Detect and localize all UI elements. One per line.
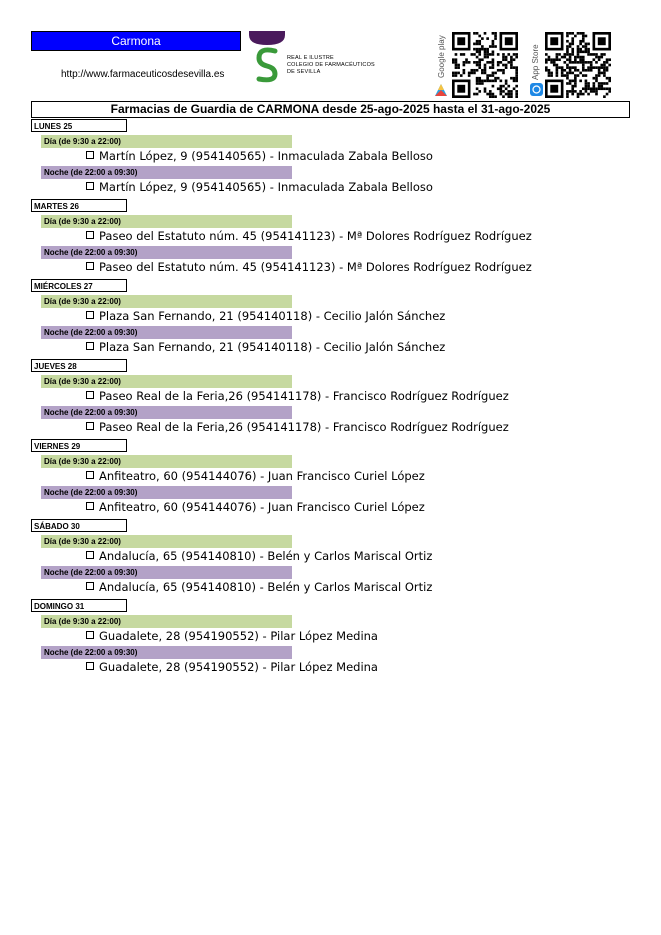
- checkbox-icon: [86, 582, 94, 590]
- day-shift-label: Día (de 9:30 a 22:00): [41, 295, 292, 308]
- pharmacy-entry: Guadalete, 28 (954190552) - Pilar López Medina: [86, 628, 631, 645]
- night-shift-label: Noche (de 22:00 a 09:30): [41, 326, 292, 339]
- checkbox-icon: [86, 311, 94, 319]
- day-block-monday: [31, 119, 631, 196]
- day-header: SÁBADO 30: [31, 519, 127, 532]
- pharmacy-entry: Anfiteatro, 60 (954144076) - Juan Francisco Curiel López: [86, 468, 631, 485]
- day-header: LUNES 25: [31, 119, 127, 132]
- day-shift-label: Día (de 9:30 a 22:00): [41, 375, 292, 388]
- pharmacy-entry: Plaza San Fernando, 21 (954140118) - Cecilio Jalón Sánchez: [86, 308, 631, 325]
- pharmacy-entry: Martín López, 9 (954140565) - Inmaculada Zabala Belloso: [86, 148, 631, 165]
- checkbox-icon: [86, 662, 94, 670]
- pharmacy-entry: Paseo del Estatuto núm. 45 (954141123) - Mª Dolores Rodríguez Rodríguez: [86, 259, 631, 276]
- night-shift-label: Noche (de 22:00 a 09:30): [41, 166, 292, 179]
- day-block-saturday: [31, 519, 631, 596]
- google-play-icon[interactable]: [434, 83, 448, 97]
- pharmacy-entry: Guadalete, 28 (954190552) - Pilar López Medina: [86, 659, 631, 676]
- day-header: DOMINGO 31: [31, 599, 127, 612]
- day-block-sunday: [31, 599, 631, 676]
- checkbox-icon: [86, 182, 94, 190]
- qr-code-icon[interactable]: [452, 32, 518, 98]
- google-play-label[interactable]: Google play: [437, 35, 446, 78]
- checkbox-icon: [86, 342, 94, 350]
- checkbox-icon: [86, 631, 94, 639]
- website-link[interactable]: http://www.farmaceuticosdesevilla.es: [61, 69, 225, 80]
- day-block-tuesday: [31, 199, 631, 276]
- app-store-icon[interactable]: [530, 83, 543, 96]
- town-label: Carmona: [31, 31, 241, 51]
- pharmacy-entry: Paseo del Estatuto núm. 45 (954141123) - Mª Dolores Rodríguez Rodríguez: [86, 228, 631, 245]
- night-shift-label: Noche (de 22:00 a 09:30): [41, 486, 292, 499]
- day-header: MARTES 26: [31, 199, 127, 212]
- day-shift-label: Día (de 9:30 a 22:00): [41, 455, 292, 468]
- day-shift-label: Día (de 9:30 a 22:00): [41, 535, 292, 548]
- college-logo-icon: [249, 31, 285, 87]
- qr-code-icon[interactable]: [545, 32, 611, 98]
- checkbox-icon: [86, 391, 94, 399]
- day-shift-label: Día (de 9:30 a 22:00): [41, 215, 292, 228]
- day-header: VIERNES 29: [31, 439, 127, 452]
- pharmacy-entry: Anfiteatro, 60 (954144076) - Juan Francisco Curiel López: [86, 499, 631, 516]
- checkbox-icon: [86, 262, 94, 270]
- pharmacy-entry: Andalucía, 65 (954140810) - Belén y Carlos Mariscal Ortiz: [86, 548, 631, 565]
- college-name: REAL E ILUSTRE COLEGIO DE FARMACÉUTICOS DE SEVILLA: [287, 55, 375, 75]
- schedule-list: [31, 119, 631, 679]
- day-header: MIÉRCOLES 27: [31, 279, 127, 292]
- pharmacy-entry: Paseo Real de la Feria,26 (954141178) - Francisco Rodríguez Rodríguez: [86, 388, 631, 405]
- day-shift-label: Día (de 9:30 a 22:00): [41, 135, 292, 148]
- day-block-wednesday: [31, 279, 631, 356]
- page-title: Farmacias de Guardia de CARMONA desde 25-ago-2025 hasta el 31-ago-2025: [31, 101, 630, 118]
- checkbox-icon: [86, 471, 94, 479]
- checkbox-icon: [86, 551, 94, 559]
- pharmacy-entry: Paseo Real de la Feria,26 (954141178) - Francisco Rodríguez Rodríguez: [86, 419, 631, 436]
- night-shift-label: Noche (de 22:00 a 09:30): [41, 246, 292, 259]
- day-block-friday: [31, 439, 631, 516]
- night-shift-label: Noche (de 22:00 a 09:30): [41, 646, 292, 659]
- pharmacy-entry: Plaza San Fernando, 21 (954140118) - Cecilio Jalón Sánchez: [86, 339, 631, 356]
- checkbox-icon: [86, 151, 94, 159]
- app-store-label[interactable]: App Store: [531, 44, 540, 80]
- checkbox-icon: [86, 502, 94, 510]
- night-shift-label: Noche (de 22:00 a 09:30): [41, 406, 292, 419]
- day-block-thursday: [31, 359, 631, 436]
- pharmacy-entry: Andalucía, 65 (954140810) - Belén y Carlos Mariscal Ortiz: [86, 579, 631, 596]
- checkbox-icon: [86, 422, 94, 430]
- checkbox-icon: [86, 231, 94, 239]
- night-shift-label: Noche (de 22:00 a 09:30): [41, 566, 292, 579]
- pharmacy-entry: Martín López, 9 (954140565) - Inmaculada Zabala Belloso: [86, 179, 631, 196]
- day-shift-label: Día (de 9:30 a 22:00): [41, 615, 292, 628]
- day-header: JUEVES 28: [31, 359, 127, 372]
